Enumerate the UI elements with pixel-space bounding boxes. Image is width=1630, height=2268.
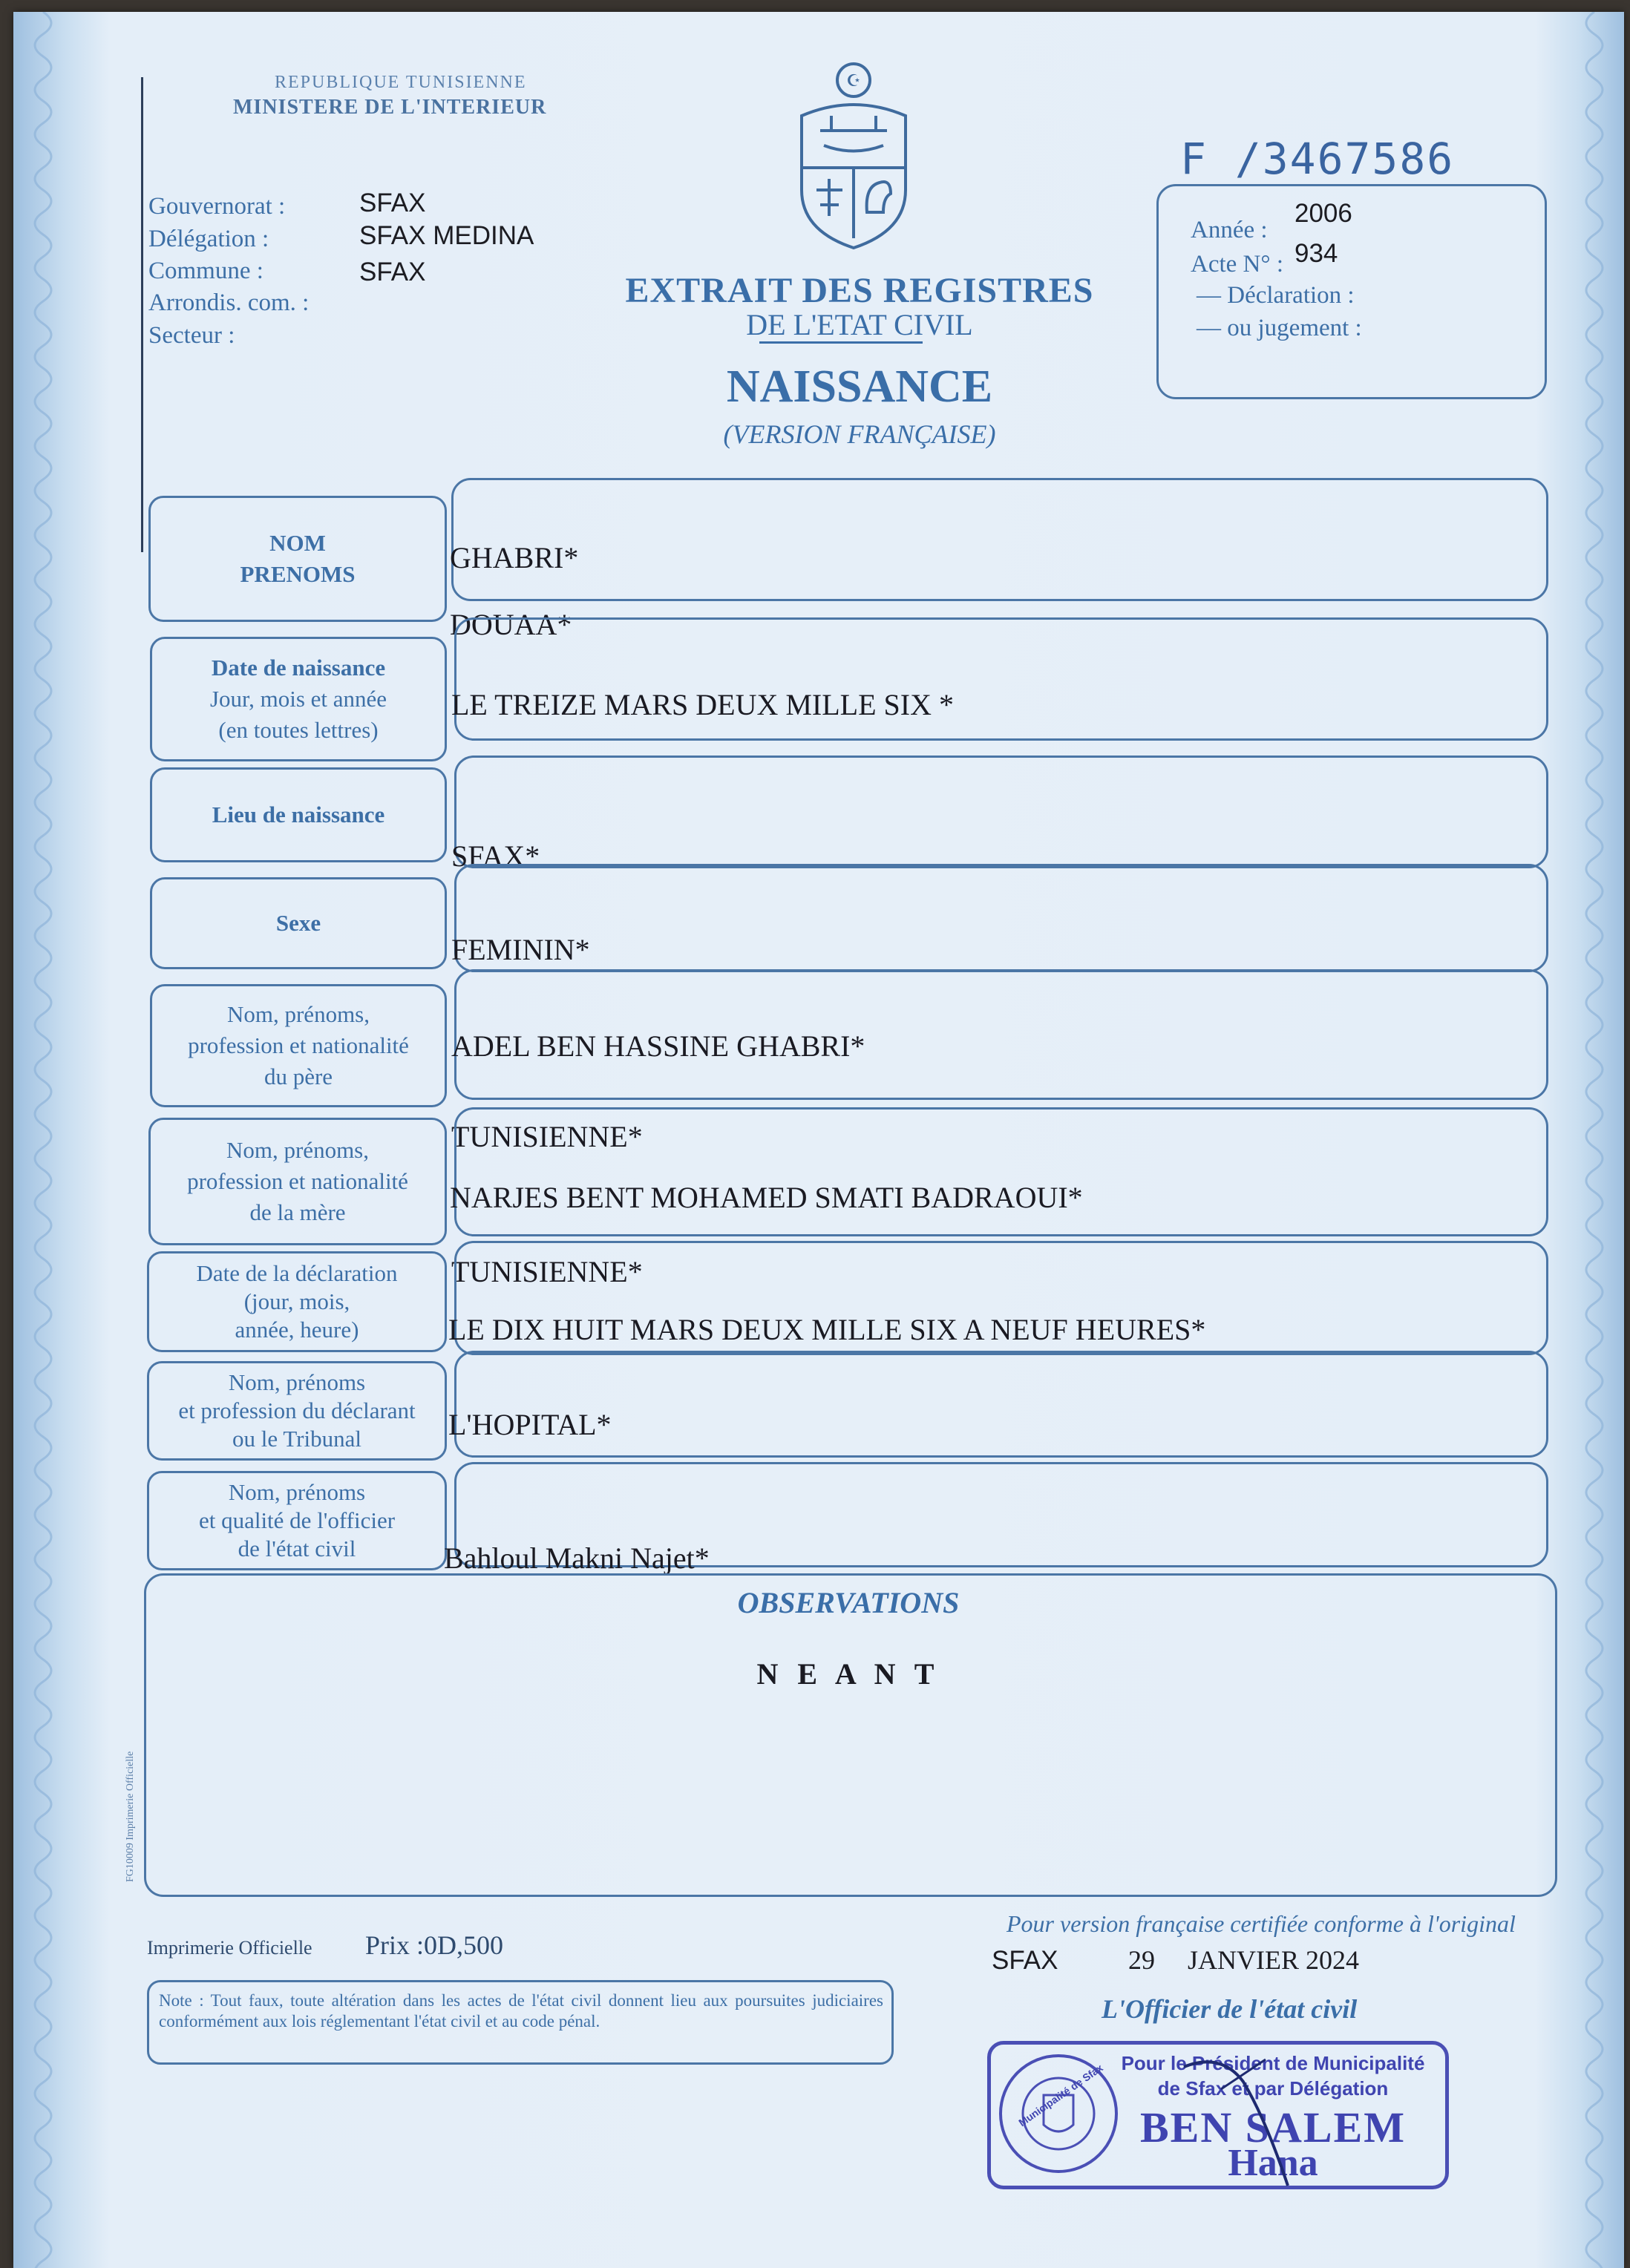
certificate-paper [13,12,1624,2268]
signature-icon [1176,2037,1325,2193]
declarant-label: Nom, prénoms [228,1369,366,1395]
decl-value: LE DIX HUIT MARS DEUX MILLE SIX A NEUF HEURES* [448,1313,1206,1346]
delegation-label: Délégation : [148,226,269,252]
title-underline [759,341,923,344]
imprimerie-label: Imprimerie Officielle [147,1937,312,1959]
dob-sublabel: Jour, mois et année [209,686,387,712]
title-line2: DE L'ETAT CIVIL [746,308,973,341]
declarant-label-3: ou le Tribunal [232,1426,361,1452]
republic-label: REPUBLIQUE TUNISIENNE [275,73,527,92]
nom-value-box [451,478,1548,601]
place-value: SFAX [992,1946,1058,1975]
sexe-label-box [150,877,447,969]
arrondissement-label: Arrondis. com. : [148,289,310,316]
observations-box [144,1573,1557,1897]
jugement-label: — ou jugement : [1197,315,1362,341]
officier-label-box [147,1471,447,1570]
day-value: 29 [1128,1945,1155,1975]
mere-nationality: TUNISIENNE* [451,1255,643,1288]
mere-label-3: de la mère [249,1199,346,1225]
sexe-value-box [454,864,1548,972]
officier-value: Bahloul Makni Najet* [444,1541,710,1575]
declarant-label-box [147,1361,447,1461]
officier-label-2: et qualité de l'officier [198,1507,396,1533]
declarant-value: L'HOPITAL* [448,1408,612,1441]
month-year-value: JANVIER 2024 [1188,1945,1359,1975]
gouvernorat-label: Gouvernorat : [148,193,286,220]
secteur-label: Secteur : [148,322,235,349]
stamp-line2: de Sfax et par Délégation [1157,2077,1389,2100]
prix-label: Prix :0D,500 [365,1930,504,1960]
sexe-value: FEMININ* [451,933,590,966]
stamp-name: BEN SALEM [1139,2103,1406,2151]
delegation-value: SFAX MEDINA [359,221,534,250]
official-stamp [987,2041,1449,2189]
lieu-label: Lieu de naissance [212,802,385,827]
prenoms-label: PRENOMS [240,561,356,587]
mere-value: NARJES BENT MOHAMED SMATI BADRAOUI* [450,1181,1083,1214]
decl-label-2: (jour, mois, [243,1288,350,1314]
observations-title: OBSERVATIONS [737,1586,960,1619]
legal-note: Note : Tout faux, toute altération dans les actes de l'état civil donnent lieu aux poursuites judiciaires conformément aux lois réglementant l'état civil et au code pénal. [159,1991,883,2031]
printer-side-text: FG10009 Imprimerie Officielle [125,1751,136,1882]
serial-number: F /3467586 [1180,134,1455,184]
dob-value-box [454,617,1548,741]
stamp-first-name: Hana [1228,2142,1318,2184]
lieu-label-box [150,767,447,862]
dob-value: LE TREIZE MARS DEUX MILLE SIX * [451,688,954,721]
annee-label: Année : [1191,217,1268,243]
lieu-value-box [454,756,1548,868]
seal-text: Municipalité de Sfax [1016,2061,1105,2129]
lieu-value: SFAX* [451,839,540,873]
header-rule [141,77,143,552]
nom-label-box [148,496,447,622]
annee-value: 2006 [1294,199,1352,228]
version-label: (VERSION FRANÇAISE) [723,419,996,449]
commune-label: Commune : [148,258,264,284]
observations-value: N E A N T [756,1657,940,1691]
svg-text:☪: ☪ [846,72,861,91]
decl-label-3: année, heure) [235,1317,359,1343]
decl-label-box [147,1251,447,1352]
acte-value: 934 [1294,239,1338,268]
mere-value-box [454,1107,1548,1236]
stamp-line1: Pour le Président de Municipalité [1121,2052,1425,2074]
pere-value: ADEL BEN HASSINE GHABRI* [451,1029,865,1063]
officer-title: L'Officier de l'état civil [1102,1994,1358,2024]
commune-value: SFAX [359,258,426,286]
officier-label-3: de l'état civil [238,1536,356,1561]
officier-label: Nom, prénoms [228,1479,366,1505]
sexe-label: Sexe [275,910,321,936]
nom-label: NOM [269,530,326,556]
pere-nationality: TUNISIENNE* [451,1120,643,1153]
document-type: NAISSANCE [726,361,993,412]
coat-of-arms-icon [779,56,928,257]
mere-label-2: profession et nationalité [187,1168,408,1194]
title-line1: EXTRAIT DES REGISTRES [625,271,1094,310]
nom-value: GHABRI* [450,541,579,574]
pere-label: Nom, prénoms, [226,1001,370,1027]
prenoms-value: DOUAA* [450,608,572,641]
declarant-label-2: et profession du déclarant [178,1397,416,1423]
ministry-label: MINISTERE DE L'INTERIEUR [233,96,547,119]
pere-label-2: profession et nationalité [188,1032,409,1058]
dob-label: Date de naissance [211,655,386,681]
pere-label-box [150,984,447,1107]
pere-label-3: du père [264,1063,333,1089]
dob-sublabel-2: (en toutes lettres) [218,717,379,743]
decl-label: Date de la déclaration [196,1260,398,1286]
certified-text: Pour version française certifiée conforme à l'original [1007,1910,1516,1937]
dob-label-box [150,637,447,761]
declaration-label: — Déclaration : [1197,282,1355,309]
declarant-value-box [454,1351,1548,1458]
gouvernorat-value: SFAX [359,189,426,217]
mere-label-box [148,1118,447,1245]
mere-label: Nom, prénoms, [226,1137,369,1163]
acte-label: Acte N° : [1191,251,1283,278]
